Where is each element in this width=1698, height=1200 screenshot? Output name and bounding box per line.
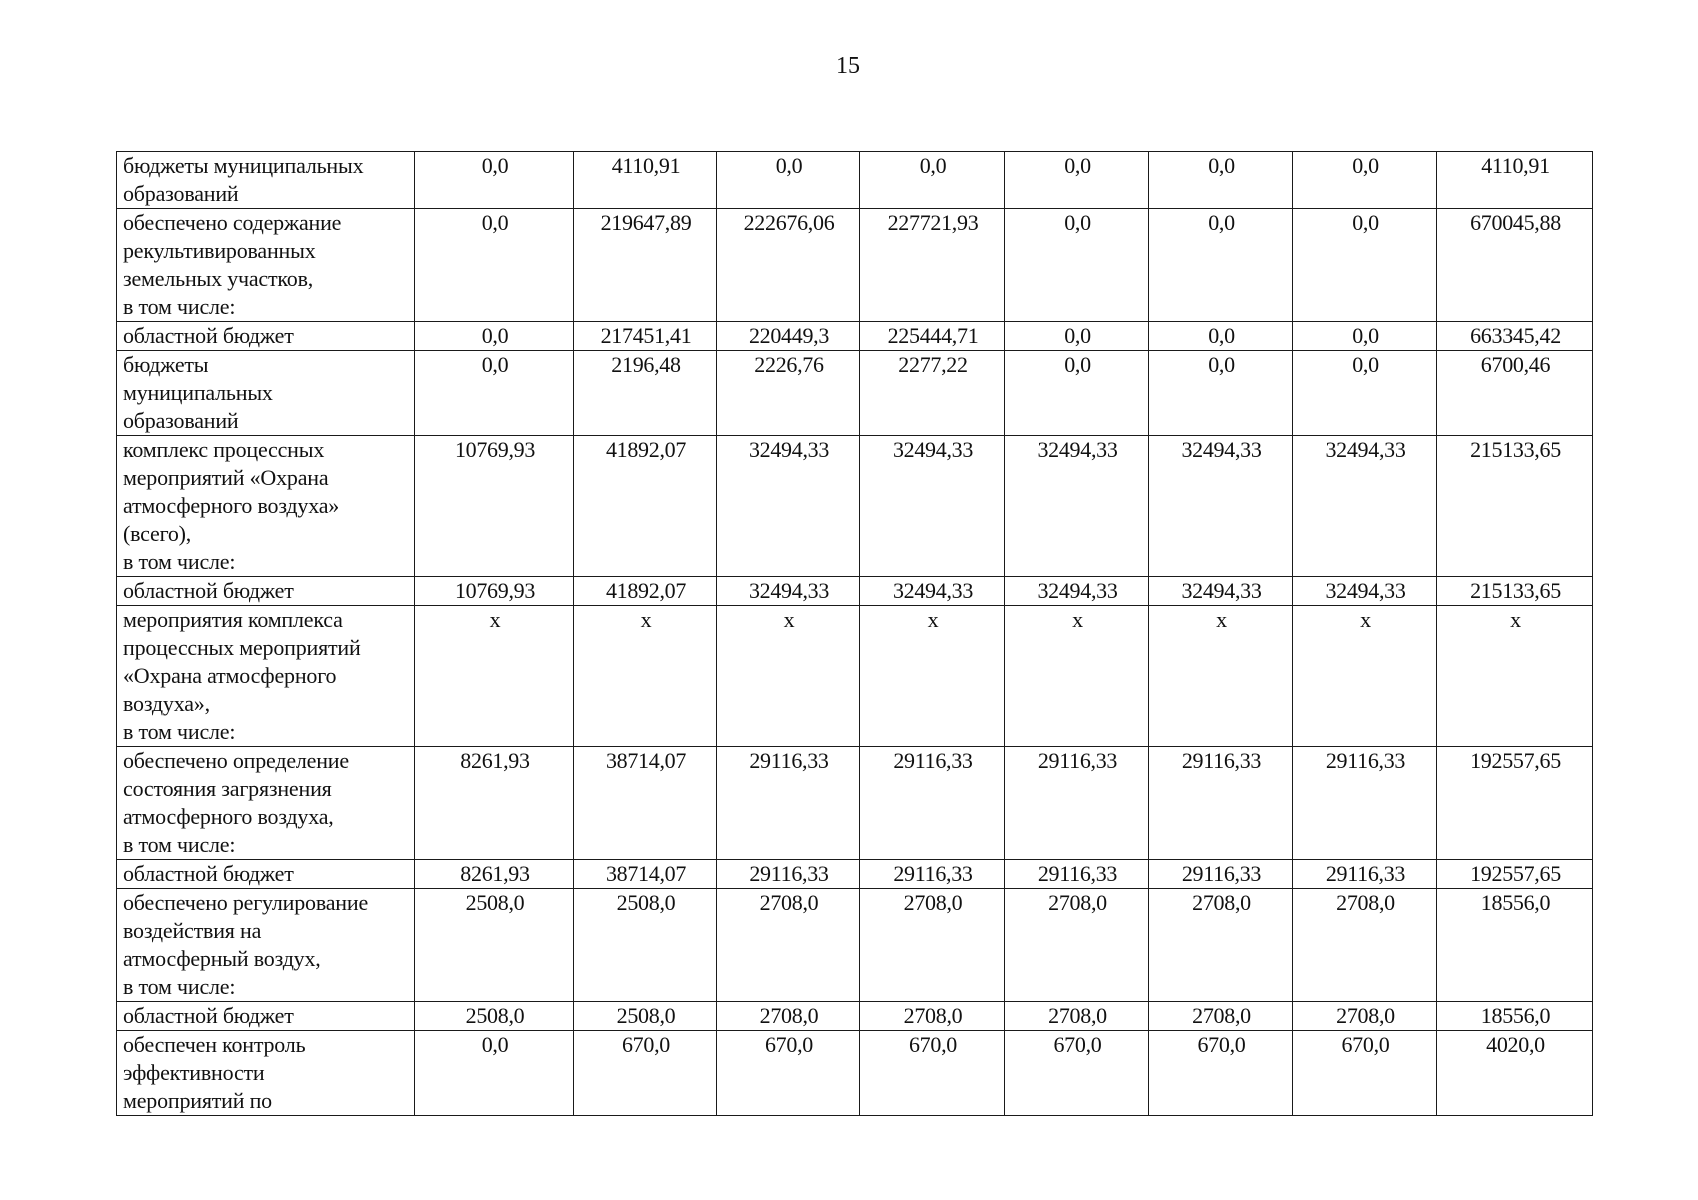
row-label-line: образований: [123, 181, 239, 206]
value-cell: 2508,0: [574, 1002, 717, 1031]
row-label-line: эффективности: [123, 1060, 265, 1085]
value-cell: 0,0: [415, 1031, 574, 1116]
value-cell: 2708,0: [717, 1002, 860, 1031]
row-label-cell: [117, 209, 415, 322]
value-cell: 225444,71: [860, 322, 1005, 351]
total-value-cell: 4020,0: [1437, 1031, 1593, 1116]
row-label-line: областной бюджет: [123, 323, 294, 348]
table-row: [117, 889, 1593, 1002]
value-cell: 0,0: [415, 351, 574, 436]
value-cell: 2196,48: [574, 351, 717, 436]
table-row: [117, 1002, 1593, 1031]
value-cell: 217451,41: [574, 322, 717, 351]
row-label-cell: [117, 747, 415, 860]
value-cell: 2708,0: [717, 889, 860, 1002]
value-cell: 0,0: [1293, 351, 1437, 436]
value-cell: x: [717, 606, 860, 747]
value-cell: 2708,0: [1005, 889, 1149, 1002]
value-cell: 41892,07: [574, 436, 717, 577]
value-cell: 0,0: [717, 152, 860, 209]
row-label-line: областной бюджет: [123, 578, 294, 603]
value-cell: 38714,07: [574, 747, 717, 860]
value-cell: 29116,33: [1005, 747, 1149, 860]
value-cell: 32494,33: [860, 577, 1005, 606]
total-value-cell: x: [1437, 606, 1593, 747]
budget-table-body: [117, 152, 1593, 1116]
row-label-line: областной бюджет: [123, 1003, 294, 1028]
value-cell: 32494,33: [717, 436, 860, 577]
value-cell: 10769,93: [415, 436, 574, 577]
row-label-line: земельных участков,: [123, 266, 314, 291]
value-cell: 8261,93: [415, 860, 574, 889]
value-cell: 32494,33: [1005, 436, 1149, 577]
row-label-line: процессных мероприятий: [123, 635, 361, 660]
row-label-cell: [117, 1002, 415, 1031]
total-value-cell: 670045,88: [1437, 209, 1593, 322]
value-cell: 2508,0: [415, 1002, 574, 1031]
row-label-line: мероприятий «Охрана: [123, 465, 329, 490]
row-label-line: обеспечен контроль: [123, 1032, 306, 1057]
value-cell: 0,0: [1293, 322, 1437, 351]
value-cell: 670,0: [1005, 1031, 1149, 1116]
value-cell: 29116,33: [1293, 747, 1437, 860]
value-cell: 29116,33: [717, 860, 860, 889]
table-row: [117, 351, 1593, 436]
row-label-line: мероприятий по: [123, 1088, 272, 1113]
budget-table: [116, 151, 1593, 1116]
value-cell: x: [860, 606, 1005, 747]
row-label-line: рекультивированных: [123, 238, 316, 263]
row-label-cell: [117, 351, 415, 436]
row-label-line: воздуха»,: [123, 691, 210, 716]
value-cell: 29116,33: [717, 747, 860, 860]
value-cell: 10769,93: [415, 577, 574, 606]
value-cell: 8261,93: [415, 747, 574, 860]
total-value-cell: 663345,42: [1437, 322, 1593, 351]
row-label-line: в том числе:: [123, 549, 236, 574]
row-label-line: областной бюджет: [123, 861, 294, 886]
value-cell: 29116,33: [860, 860, 1005, 889]
value-cell: 32494,33: [1149, 436, 1293, 577]
row-label-cell: [117, 577, 415, 606]
value-cell: 0,0: [1293, 152, 1437, 209]
row-label-line: воздействия на: [123, 918, 262, 943]
value-cell: 0,0: [1149, 152, 1293, 209]
value-cell: 29116,33: [1149, 860, 1293, 889]
row-label-line: обеспечено определение: [123, 748, 349, 773]
row-label-line: обеспечено содержание: [123, 210, 342, 235]
value-cell: 0,0: [415, 152, 574, 209]
row-label-line: бюджеты муниципальных: [123, 153, 364, 178]
value-cell: 0,0: [415, 322, 574, 351]
row-label-line: «Охрана атмосферного: [123, 663, 337, 688]
row-label-line: в том числе:: [123, 974, 236, 999]
table-row: [117, 436, 1593, 577]
total-value-cell: 192557,65: [1437, 860, 1593, 889]
value-cell: 29116,33: [1293, 860, 1437, 889]
row-label-line: бюджеты: [123, 352, 209, 377]
row-label-line: в том числе:: [123, 719, 236, 744]
page-number-text: 15: [836, 53, 860, 79]
value-cell: 2226,76: [717, 351, 860, 436]
table-row: [117, 322, 1593, 351]
value-cell: x: [1005, 606, 1149, 747]
value-cell: 2708,0: [1293, 889, 1437, 1002]
value-cell: 29116,33: [1149, 747, 1293, 860]
value-cell: 29116,33: [860, 747, 1005, 860]
row-label-cell: [117, 322, 415, 351]
table-row: [117, 209, 1593, 322]
value-cell: 2708,0: [860, 889, 1005, 1002]
row-label-line: комплекс процессных: [123, 437, 325, 462]
total-value-cell: 6700,46: [1437, 351, 1593, 436]
value-cell: 670,0: [860, 1031, 1005, 1116]
value-cell: 2708,0: [1149, 889, 1293, 1002]
value-cell: 220449,3: [717, 322, 860, 351]
table-row: [117, 606, 1593, 747]
value-cell: 41892,07: [574, 577, 717, 606]
value-cell: 2508,0: [574, 889, 717, 1002]
value-cell: 222676,06: [717, 209, 860, 322]
row-label-line: атмосферного воздуха,: [123, 804, 334, 829]
value-cell: 2708,0: [1005, 1002, 1149, 1031]
value-cell: 2708,0: [1293, 1002, 1437, 1031]
row-label-cell: [117, 889, 415, 1002]
value-cell: 0,0: [1149, 209, 1293, 322]
value-cell: 219647,89: [574, 209, 717, 322]
value-cell: 670,0: [717, 1031, 860, 1116]
row-label-line: в том числе:: [123, 832, 236, 857]
value-cell: 32494,33: [1149, 577, 1293, 606]
value-cell: 0,0: [1005, 209, 1149, 322]
row-label-line: состояния загрязнения: [123, 776, 332, 801]
value-cell: 32494,33: [717, 577, 860, 606]
value-cell: 0,0: [1005, 322, 1149, 351]
value-cell: 0,0: [1149, 351, 1293, 436]
total-value-cell: 215133,65: [1437, 577, 1593, 606]
value-cell: 670,0: [574, 1031, 717, 1116]
table-row: [117, 577, 1593, 606]
value-cell: 227721,93: [860, 209, 1005, 322]
total-value-cell: 18556,0: [1437, 889, 1593, 1002]
total-value-cell: 215133,65: [1437, 436, 1593, 577]
value-cell: x: [1293, 606, 1437, 747]
total-value-cell: 192557,65: [1437, 747, 1593, 860]
row-label-cell: [117, 152, 415, 209]
value-cell: 2508,0: [415, 889, 574, 1002]
page-number: [0, 52, 1698, 80]
value-cell: 32494,33: [860, 436, 1005, 577]
row-label-line: муниципальных: [123, 380, 273, 405]
row-label-line: атмосферного воздуха»: [123, 493, 340, 518]
value-cell: 2708,0: [860, 1002, 1005, 1031]
row-label-cell: [117, 606, 415, 747]
value-cell: 0,0: [415, 209, 574, 322]
value-cell: 32494,33: [1005, 577, 1149, 606]
row-label-cell: [117, 1031, 415, 1116]
value-cell: 32494,33: [1293, 436, 1437, 577]
value-cell: 2708,0: [1149, 1002, 1293, 1031]
value-cell: 32494,33: [1293, 577, 1437, 606]
value-cell: 38714,07: [574, 860, 717, 889]
value-cell: 670,0: [1293, 1031, 1437, 1116]
value-cell: x: [415, 606, 574, 747]
value-cell: 29116,33: [1005, 860, 1149, 889]
value-cell: 0,0: [1149, 322, 1293, 351]
total-value-cell: 4110,91: [1437, 152, 1593, 209]
value-cell: 0,0: [860, 152, 1005, 209]
value-cell: 2277,22: [860, 351, 1005, 436]
table-row: [117, 1031, 1593, 1116]
table-row: [117, 747, 1593, 860]
row-label-line: обеспечено регулирование: [123, 890, 369, 915]
value-cell: 670,0: [1149, 1031, 1293, 1116]
row-label-line: (всего),: [123, 521, 192, 546]
value-cell: x: [1149, 606, 1293, 747]
row-label-line: атмосферный воздух,: [123, 946, 321, 971]
row-label-line: образований: [123, 408, 239, 433]
total-value-cell: 18556,0: [1437, 1002, 1593, 1031]
row-label-cell: [117, 436, 415, 577]
row-label-cell: [117, 860, 415, 889]
value-cell: 0,0: [1005, 351, 1149, 436]
value-cell: 4110,91: [574, 152, 717, 209]
table-row: [117, 860, 1593, 889]
value-cell: 0,0: [1293, 209, 1437, 322]
value-cell: x: [574, 606, 717, 747]
value-cell: 0,0: [1005, 152, 1149, 209]
table-row: [117, 152, 1593, 209]
row-label-line: в том числе:: [123, 294, 236, 319]
row-label-line: мероприятия комплекса: [123, 607, 343, 632]
